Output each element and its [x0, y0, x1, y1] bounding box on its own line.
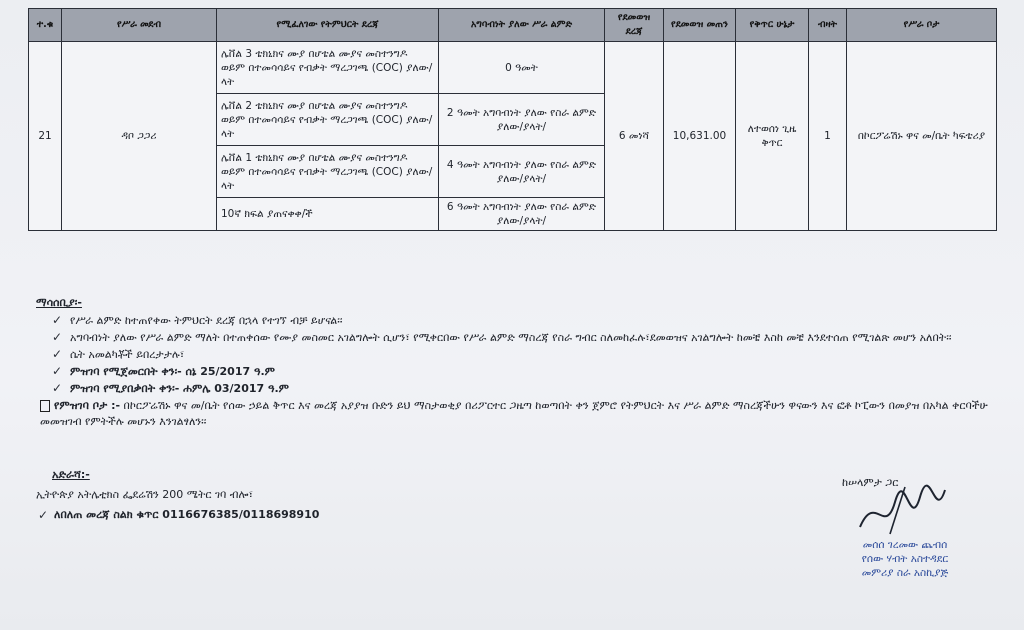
stamp-line: የሰው ሃብት አስተዳደር — [861, 553, 949, 565]
header-location: የሥራ ቦታ — [847, 9, 997, 42]
stamp-line: መምሪያ ስራ አስኪያጅ — [861, 567, 949, 579]
check-icon: ✓ — [52, 347, 63, 361]
header-position: የሥራ መደብ — [62, 9, 217, 42]
check-icon: ✓ — [52, 364, 63, 378]
notes-list — [36, 313, 996, 396]
cell-education-grade10: 10ኛ ክፍል ያጠናቀቀ/ች — [217, 198, 439, 231]
cell-no: 21 — [29, 42, 62, 231]
cell-employment-type: ለተወሰነ ጊዜ ቅጥር — [736, 42, 809, 231]
cell-position: ዳቦ ጋጋሪ — [62, 42, 217, 231]
phone-text: ለበለጠ መረጃ ስልክ ቁጥር 0116676385/0118698910 — [54, 508, 320, 521]
note-item — [52, 381, 996, 396]
address-section — [36, 468, 319, 522]
note-item — [52, 330, 996, 345]
cell-education-level1: ሌቨል 1 ቴክኒክና ሙያ በሆቴል ሙያና መስተንግዶ ወይም በተመሳሳይና የብቃት ማረጋገጫ (COC) ያለው/ላት — [217, 146, 439, 198]
registration-place — [36, 398, 996, 430]
cell-salary-amount: 10,631.00 — [664, 42, 736, 231]
cell-experience-level2: 2 ዓመት አግባብነት ያለው የስራ ልምድ ያለው/ያላት/ — [439, 94, 605, 146]
cell-education-level2: ሌቨል 2 ቴክኒክና ሙያ በሆቴል ሙያና መስተንግዶ ወይም በተመሳሳይና የብቃት ማረጋገጫ (COC) ያለው/ላት — [217, 94, 439, 146]
check-icon: ✓ — [52, 313, 63, 327]
header-education: የሚፈለገው የትምህርት ደረጃ — [217, 9, 439, 42]
header-quantity: ብዛት — [809, 9, 847, 42]
check-icon: ✓ — [52, 330, 63, 344]
cell-education-level3: ሌቨል 3 ቴክኒክና ሙያ በሆቴል ሙያና መስተንግዶ ወይም በተመሳሳይና የብቃት ማረጋገጫ (COC) ያለው/ላት — [217, 42, 439, 94]
notes-section — [36, 296, 996, 430]
cell-salary-grade: 6 መነሻ — [605, 42, 664, 231]
check-icon: ✓ — [52, 381, 63, 395]
note-item — [52, 364, 996, 379]
table-header-row — [29, 9, 997, 42]
cell-experience-level1: 4 ዓመት አግባብነት ያለው የስራ ልምድ ያለው/ያላት/ — [439, 146, 605, 198]
cell-location: በኮርፖሬሽኑ ዋና መ/ቤት ካፍቴሪያ — [847, 42, 997, 231]
note-text: ምዝገባ የሚጀመርበት ቀን፡- ሰኔ 25/2017 ዓ.ም — [70, 365, 275, 378]
cell-quantity: 1 — [809, 42, 847, 231]
header-salary-grade: የደመወዝ ደረጃ — [605, 9, 664, 42]
check-icon: ✓ — [38, 508, 49, 522]
cell-experience-grade10: 6 ዓመት አግባብነት ያለው የስራ ልምድ ያለው/ያላት/ — [439, 198, 605, 231]
header-employment-type: የቅጥር ሁኔታ — [736, 9, 809, 42]
table-row — [29, 42, 997, 94]
header-salary-amount: የደመወዝ መጠን — [664, 9, 736, 42]
official-stamp — [830, 538, 980, 580]
registration-place-text: በኮርፖሬሽኑ ዋና መ/ቤት የሰው ኃይል ቅጥር እና መረጃ አያያዝ ቡድን ይህ ማስታወቂያ በሪፖርተር ጋዜጣ ከወጣበት ቀን ጀምሮ የትምህርት እና ሥራ ልምድ ማስረጃችሁን ዋናውን እና ፎቶ ኮፒውን በመያዝ በአካል ቀርባችሁ መመዝገብ የምትችሉ መሆኑን እንገልፃለን፡፡ — [40, 399, 988, 428]
note-text: አግባብነት ያለው የሥራ ልምድ ማለት በተጠቀሰው የሙያ መስመር አገልግሎት ሲሆን፣ የሚቀርበው የሥራ ልምድ ማስረጃ የስራ ግብር ስለመከፈሉ፣ደመወዝና አገልግሎት ከመቼ እስከ መቼ እንደተሰጠ የሚገልጽ መሆን አለበት፡፡ — [70, 331, 952, 344]
signature-label: ከሠላምታ ጋር — [842, 476, 899, 489]
stamp-line: መሰሰ ገረመው ጨብሰ — [862, 539, 948, 551]
note-text: የሥራ ልምድ ከተጠየቀው ትምህርት ደረጃ በኋላ የተገኘ ብቻ ይሆናል፡፡ — [70, 314, 343, 327]
note-item — [52, 347, 996, 362]
address-title: አድራሻ:- — [52, 468, 90, 481]
bullet-box-icon — [40, 400, 50, 412]
vacancy-table — [28, 8, 997, 231]
notes-title: ማሳሰቢያ፡- — [36, 296, 82, 309]
registration-place-label: የምዝገባ ቦታ :- — [54, 399, 121, 412]
note-text: ሴት አመልካቾች ይበረታታሉ፣ — [70, 348, 185, 361]
note-item — [52, 313, 996, 328]
handwritten-signature — [850, 482, 960, 542]
cell-experience-level3: 0 ዓመት — [439, 42, 605, 94]
note-text: ምዝገባ የሚያበቃበት ቀን፡- ሐምሌ 03/2017 ዓ.ም — [70, 382, 289, 395]
phone-line — [36, 508, 319, 522]
header-no: ተ.ቁ — [29, 9, 62, 42]
header-experience: አግባብነት ያለው ሥራ ልምድ — [439, 9, 605, 42]
address-line: ኢትዮጵያ አትሌቲክስ ፌደሬሽን 200 ሜትር ገባ ብሎ፣ — [36, 488, 253, 501]
